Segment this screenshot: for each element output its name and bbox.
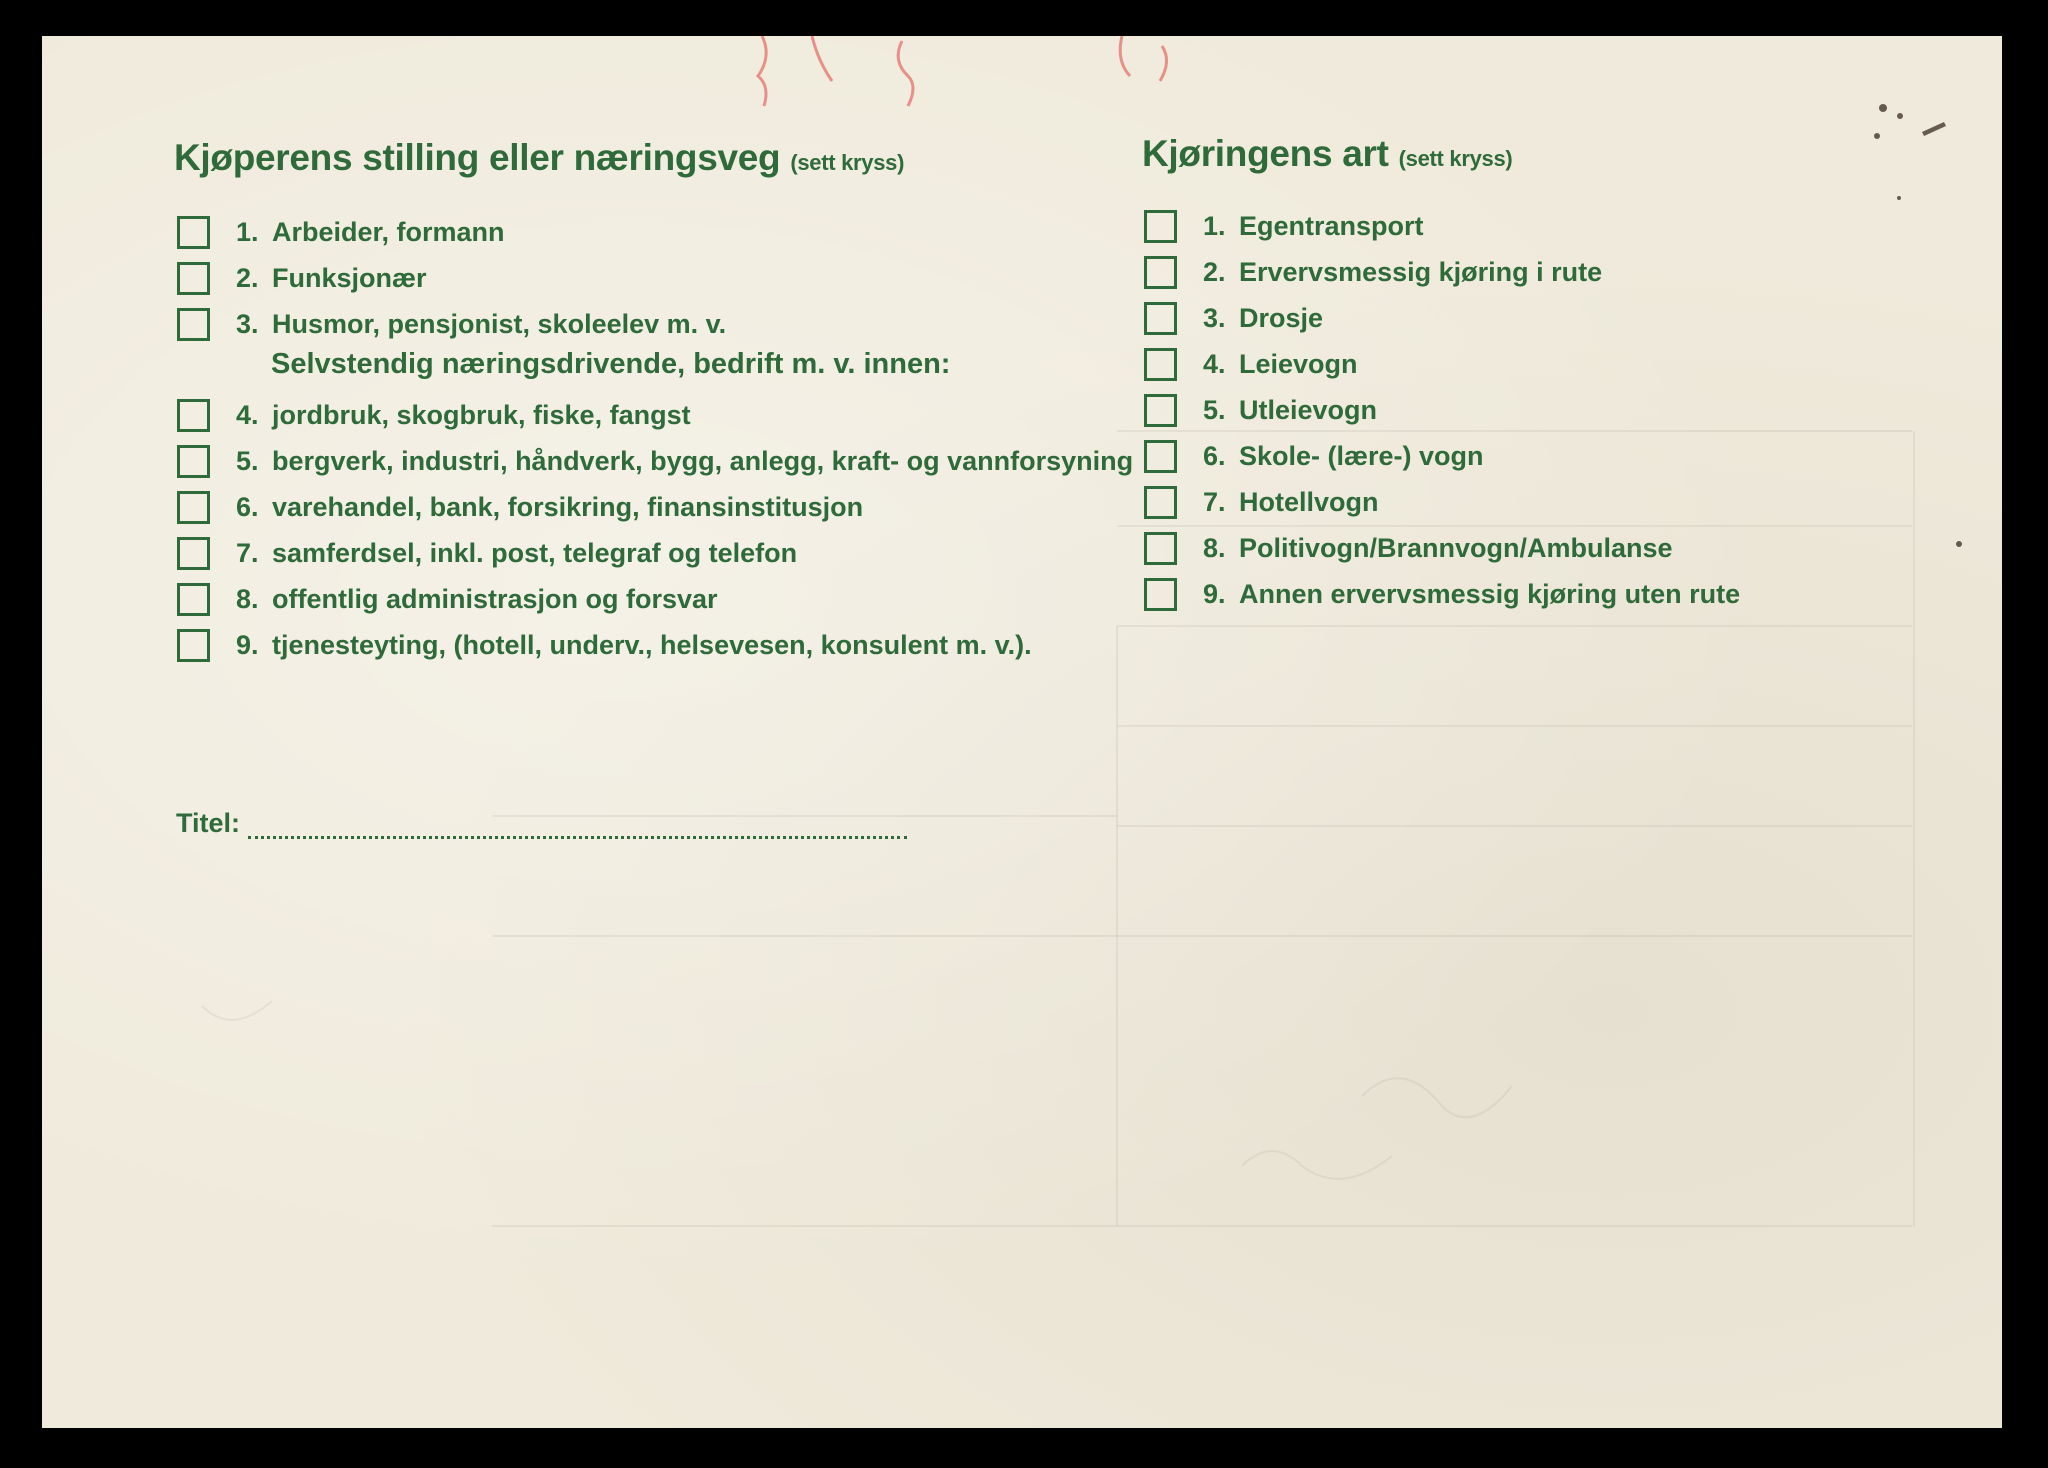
title-field <box>176 804 907 839</box>
occupation-label: varehandel, bank, forsikring, finansinstitusjon <box>272 492 864 522</box>
driving-number: 9. <box>1203 579 1226 609</box>
driving-label: Leievogn <box>1239 349 1358 379</box>
occupation-checkbox-3[interactable] <box>177 308 210 341</box>
title-field-label: Titel: <box>176 808 241 838</box>
buyer-occupation-note: (sett kryss) <box>790 150 905 175</box>
occupation-number: 9. <box>236 630 259 660</box>
driving-checkbox-7[interactable] <box>1144 486 1177 519</box>
driving-label: Politivogn/Brannvogn/Ambulanse <box>1239 533 1673 563</box>
occupation-label: offentlig administrasjon og forsvar <box>272 584 718 614</box>
occupation-option-8[interactable] <box>177 583 718 616</box>
occupation-checkbox-4[interactable] <box>177 399 210 432</box>
driving-label: Drosje <box>1239 303 1324 333</box>
driving-type-title-text: Kjøringens art <box>1142 133 1389 174</box>
occupation-number: 4. <box>236 400 259 430</box>
occupation-label: tjenesteyting, (hotell, underv., helsevesen, konsulent m. v.). <box>272 630 1032 660</box>
occupation-label: Husmor, pensjonist, skoleelev m. v. <box>272 309 727 339</box>
driving-option-2[interactable] <box>1144 256 1602 289</box>
driving-checkbox-2[interactable] <box>1144 256 1177 289</box>
self-employed-subheading: Selvstendig næringsdrivende, bedrift m. v. innen: <box>271 348 951 380</box>
driving-label: Skole- (lære-) vogn <box>1239 441 1484 471</box>
occupation-option-1[interactable] <box>177 216 505 249</box>
driving-option-8[interactable] <box>1144 532 1673 565</box>
occupation-label: jordbruk, skogbruk, fiske, fangst <box>272 400 691 430</box>
occupation-number: 8. <box>236 584 259 614</box>
driving-label: Ervervsmessig kjøring i rute <box>1239 257 1603 287</box>
occupation-label: bergverk, industri, håndverk, bygg, anlegg, kraft- og vannforsyning <box>272 446 1134 476</box>
driving-checkbox-8[interactable] <box>1144 532 1177 565</box>
driving-number: 7. <box>1203 487 1226 517</box>
occupation-option-4[interactable] <box>177 399 691 432</box>
driving-checkbox-9[interactable] <box>1144 578 1177 611</box>
driving-option-4[interactable] <box>1144 348 1358 381</box>
buyer-occupation-title-text: Kjøperens stilling eller næringsveg <box>174 137 781 178</box>
driving-type-note: (sett kryss) <box>1398 146 1513 171</box>
driving-number: 2. <box>1203 257 1226 287</box>
driving-number: 8. <box>1203 533 1226 563</box>
occupation-checkbox-7[interactable] <box>177 537 210 570</box>
occupation-label: Arbeider, formann <box>272 217 505 247</box>
driving-checkbox-1[interactable] <box>1144 210 1177 243</box>
occupation-option-5[interactable] <box>177 445 1133 478</box>
driving-option-6[interactable] <box>1144 440 1484 473</box>
occupation-option-7[interactable] <box>177 537 797 570</box>
driving-option-5[interactable] <box>1144 394 1377 427</box>
occupation-option-6[interactable] <box>177 491 863 524</box>
driving-type-title <box>1142 133 1512 175</box>
driving-number: 6. <box>1203 441 1226 471</box>
occupation-number: 2. <box>236 263 259 293</box>
occupation-checkbox-8[interactable] <box>177 583 210 616</box>
occupation-checkbox-5[interactable] <box>177 445 210 478</box>
occupation-checkbox-1[interactable] <box>177 216 210 249</box>
occupation-number: 3. <box>236 309 259 339</box>
occupation-checkbox-2[interactable] <box>177 262 210 295</box>
buyer-occupation-title <box>174 137 904 179</box>
occupation-option-9[interactable] <box>177 629 1032 662</box>
occupation-number: 5. <box>236 446 259 476</box>
driving-option-9[interactable] <box>1144 578 1740 611</box>
driving-option-7[interactable] <box>1144 486 1379 519</box>
occupation-option-2[interactable] <box>177 262 427 295</box>
occupation-checkbox-9[interactable] <box>177 629 210 662</box>
occupation-checkbox-6[interactable] <box>177 491 210 524</box>
occupation-number: 6. <box>236 492 259 522</box>
driving-label: Egentransport <box>1239 211 1424 241</box>
occupation-option-3[interactable] <box>177 308 726 341</box>
driving-checkbox-6[interactable] <box>1144 440 1177 473</box>
driving-label: Annen ervervsmessig kjøring uten rute <box>1239 579 1741 609</box>
driving-label: Utleievogn <box>1239 395 1378 425</box>
driving-number: 1. <box>1203 211 1226 241</box>
driving-option-1[interactable] <box>1144 210 1424 243</box>
occupation-label: Funksjonær <box>272 263 427 293</box>
driving-checkbox-4[interactable] <box>1144 348 1177 381</box>
occupation-number: 7. <box>236 538 259 568</box>
form-sheet <box>42 36 2002 1428</box>
occupation-number: 1. <box>236 217 259 247</box>
driving-number: 4. <box>1203 349 1226 379</box>
driving-checkbox-3[interactable] <box>1144 302 1177 335</box>
driving-number: 5. <box>1203 395 1226 425</box>
driving-checkbox-5[interactable] <box>1144 394 1177 427</box>
driving-number: 3. <box>1203 303 1226 333</box>
occupation-label: samferdsel, inkl. post, telegraf og telefon <box>272 538 798 568</box>
driving-label: Hotellvogn <box>1239 487 1379 517</box>
title-input[interactable] <box>248 804 907 839</box>
driving-option-3[interactable] <box>1144 302 1323 335</box>
